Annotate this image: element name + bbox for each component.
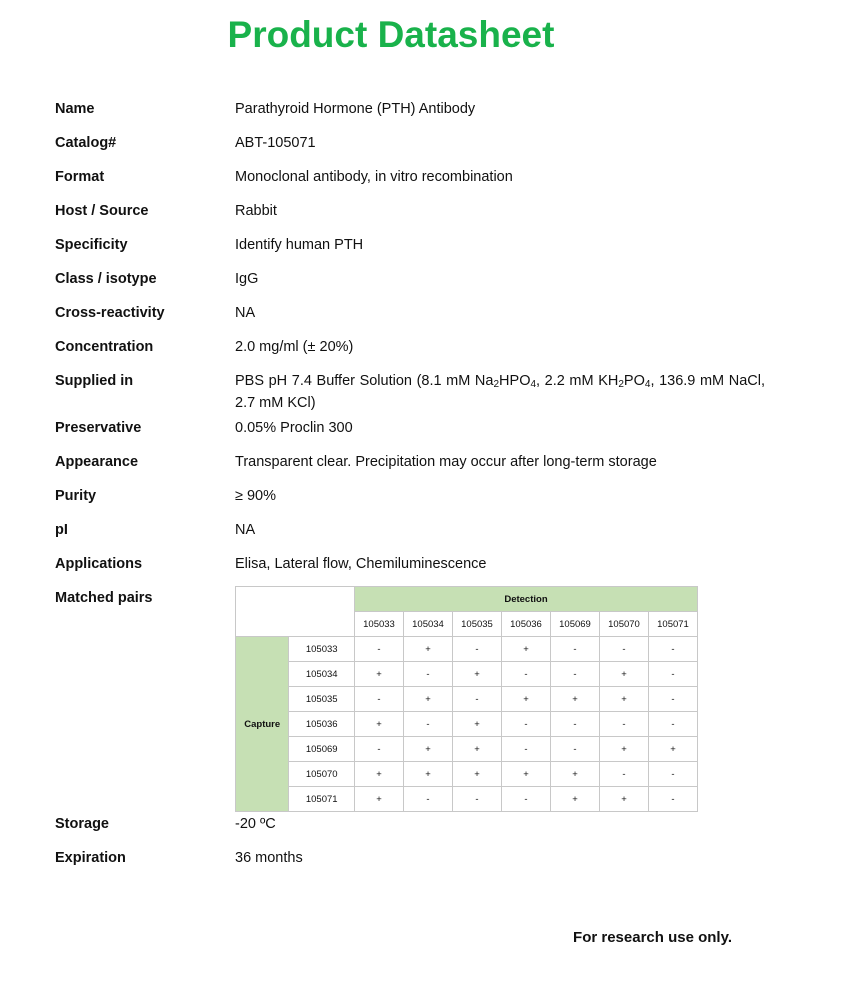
field-label: Preservative bbox=[55, 420, 142, 436]
field-value: Transparent clear. Precipitation may occur after long-term storage bbox=[235, 454, 657, 470]
detection-column-header: 105036 bbox=[502, 612, 551, 637]
pair-result-cell: + bbox=[404, 637, 453, 662]
pair-result-cell: + bbox=[404, 737, 453, 762]
pair-result-cell: - bbox=[649, 762, 698, 787]
pair-result-cell: + bbox=[551, 687, 600, 712]
field-value: PBS pH 7.4 Buffer Solution (8.1 mM $Na_2HPO_4$, 2.2 mM $KH_2PO_4$, 136.9 mM NaCl, 2.7 mM KCl) bbox=[235, 373, 765, 411]
capture-row-header: 105035 bbox=[289, 687, 355, 712]
pair-result-cell: + bbox=[355, 762, 404, 787]
pair-result-cell: - bbox=[600, 762, 649, 787]
pair-result-cell: - bbox=[355, 637, 404, 662]
field-label: Storage bbox=[55, 816, 109, 832]
table-body bbox=[236, 637, 698, 812]
pair-result-cell: + bbox=[502, 762, 551, 787]
field-label: Expiration bbox=[55, 850, 126, 866]
pair-result-cell: - bbox=[649, 712, 698, 737]
table-row bbox=[236, 737, 698, 762]
pair-result-cell: - bbox=[502, 787, 551, 812]
pair-result-cell: - bbox=[453, 787, 502, 812]
pair-result-cell: + bbox=[453, 662, 502, 687]
capture-row-header: 105033 bbox=[289, 637, 355, 662]
pair-result-cell: + bbox=[404, 762, 453, 787]
pair-result-cell: + bbox=[453, 762, 502, 787]
detection-header: Detection bbox=[355, 587, 698, 612]
field-label: Catalog# bbox=[55, 135, 117, 151]
matched-pairs-table bbox=[235, 586, 698, 812]
footer-note: For research use only. bbox=[573, 929, 732, 946]
field-value: Rabbit bbox=[235, 203, 277, 219]
pair-result-cell: + bbox=[404, 687, 453, 712]
detection-column-header: 105070 bbox=[600, 612, 649, 637]
detection-column-header: 105033 bbox=[355, 612, 404, 637]
field-value: Monoclonal antibody, in vitro recombination bbox=[235, 169, 513, 185]
detection-column-header: 105069 bbox=[551, 612, 600, 637]
pair-result-cell: - bbox=[649, 637, 698, 662]
detection-column-header: 105034 bbox=[404, 612, 453, 637]
field-value: Identify human PTH bbox=[235, 237, 364, 253]
pair-result-cell: - bbox=[502, 712, 551, 737]
pair-result-cell: + bbox=[600, 662, 649, 687]
field-label: Supplied in bbox=[55, 373, 134, 389]
field-label: Format bbox=[55, 169, 105, 185]
pair-result-cell: - bbox=[600, 637, 649, 662]
pair-result-cell: + bbox=[600, 687, 649, 712]
field-label: Appearance bbox=[55, 454, 139, 470]
field-label: Cross-reactivity bbox=[55, 305, 165, 321]
pair-result-cell: - bbox=[404, 712, 453, 737]
page-title: Product Datasheet bbox=[227, 14, 555, 55]
field-value: 0.05% Proclin 300 bbox=[235, 420, 353, 436]
capture-row-header: 105069 bbox=[289, 737, 355, 762]
pair-result-cell: + bbox=[355, 787, 404, 812]
field-label: Class / isotype bbox=[55, 271, 157, 287]
detection-column-header: 105035 bbox=[453, 612, 502, 637]
field-value: 2.0 mg/ml (± 20%) bbox=[235, 339, 354, 355]
pair-result-cell: - bbox=[649, 687, 698, 712]
pair-result-cell: - bbox=[551, 737, 600, 762]
field-label: Specificity bbox=[55, 237, 128, 253]
pair-result-cell: + bbox=[453, 737, 502, 762]
capture-row-header: 105034 bbox=[289, 662, 355, 687]
capture-header: Capture bbox=[236, 637, 289, 812]
pair-result-cell: + bbox=[551, 787, 600, 812]
field-value: -20 ºC bbox=[235, 816, 276, 832]
pair-result-cell: + bbox=[355, 712, 404, 737]
pair-result-cell: - bbox=[649, 662, 698, 687]
pair-result-cell: + bbox=[502, 637, 551, 662]
table-row bbox=[236, 712, 698, 737]
pair-result-cell: + bbox=[600, 787, 649, 812]
field-value: Elisa, Lateral flow, Chemiluminescence bbox=[235, 556, 487, 572]
field-label: pI bbox=[55, 522, 68, 538]
pair-result-cell: + bbox=[600, 737, 649, 762]
pair-result-cell: - bbox=[453, 687, 502, 712]
field-label: Applications bbox=[55, 556, 143, 572]
table-row bbox=[236, 762, 698, 787]
pair-result-cell: - bbox=[502, 662, 551, 687]
field-label: Concentration bbox=[55, 339, 154, 355]
pair-result-cell: - bbox=[551, 712, 600, 737]
field-value: ABT-105071 bbox=[235, 135, 316, 151]
field-label: Matched pairs bbox=[55, 590, 153, 606]
detection-column-header: 105071 bbox=[649, 612, 698, 637]
pair-result-cell: - bbox=[355, 687, 404, 712]
field-value: Parathyroid Hormone (PTH) Antibody bbox=[235, 101, 476, 117]
capture-row-header: 105071 bbox=[289, 787, 355, 812]
field-label: Name bbox=[55, 101, 95, 117]
field-value: NA bbox=[235, 305, 256, 321]
pair-result-cell: - bbox=[502, 737, 551, 762]
table-row bbox=[236, 787, 698, 812]
pair-result-cell: - bbox=[355, 737, 404, 762]
table-row bbox=[236, 687, 698, 712]
pair-result-cell: - bbox=[649, 787, 698, 812]
pair-result-cell: - bbox=[404, 662, 453, 687]
pair-result-cell: + bbox=[649, 737, 698, 762]
field-value: IgG bbox=[235, 271, 259, 287]
pair-result-cell: - bbox=[600, 712, 649, 737]
pair-result-cell: - bbox=[453, 637, 502, 662]
field-value: ≥ 90% bbox=[235, 488, 277, 504]
field-label: Purity bbox=[55, 488, 97, 504]
capture-row-header: 105036 bbox=[289, 712, 355, 737]
field-value: 36 months bbox=[235, 850, 303, 866]
pair-result-cell: + bbox=[551, 762, 600, 787]
pair-result-cell: - bbox=[551, 637, 600, 662]
pair-result-cell: + bbox=[453, 712, 502, 737]
field-label: Host / Source bbox=[55, 203, 149, 219]
pair-result-cell: - bbox=[551, 662, 600, 687]
capture-row-header: 105070 bbox=[289, 762, 355, 787]
field-value: NA bbox=[235, 522, 256, 538]
pair-result-cell: + bbox=[355, 662, 404, 687]
pair-result-cell: - bbox=[404, 787, 453, 812]
table-row bbox=[236, 637, 698, 662]
table-corner-cell bbox=[236, 587, 355, 637]
table-row bbox=[236, 662, 698, 687]
pair-result-cell: + bbox=[502, 687, 551, 712]
